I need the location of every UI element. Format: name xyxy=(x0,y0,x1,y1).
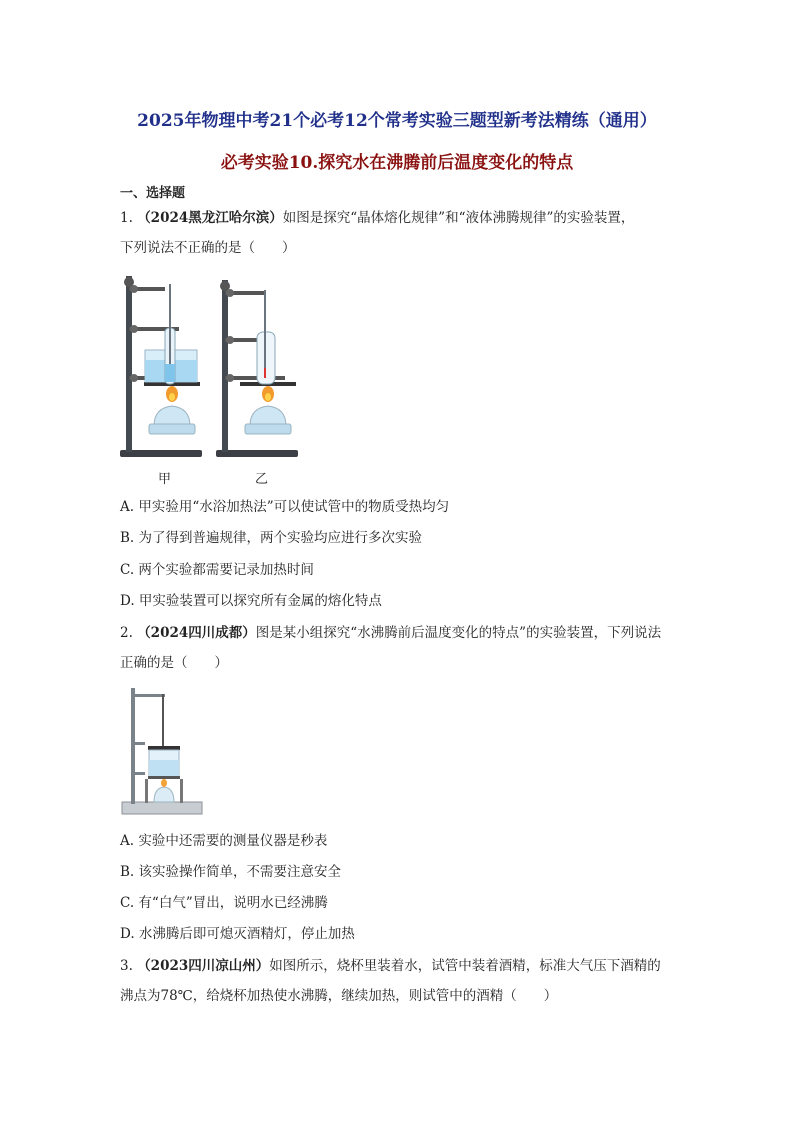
question-2-option-a: A. 实验中还需要的测量仪器是秒表 xyxy=(120,833,328,849)
question-1-figure xyxy=(118,268,308,464)
apparatus-yi xyxy=(216,280,298,457)
question-2-option-d: D. 水沸腾后即可熄灭酒精灯，停止加热 xyxy=(120,926,355,942)
question-2-source: （2024四川成都） xyxy=(137,625,256,641)
question-1-stem xyxy=(120,209,634,227)
question-2-option-c: C. 有“白气”冒出，说明水已经沸腾 xyxy=(120,895,328,911)
question-2-number: 2. xyxy=(120,625,133,641)
document-subtitle: 必考实验10.探究水在沸腾前后温度变化的特点 xyxy=(220,153,574,173)
question-1-stem-text: 如图是探究“晶体熔化规律”和“液体沸腾规律”的实验装置， xyxy=(282,210,635,226)
question-3-stem-line2: 沸点为78℃，给烧杯加热使水沸腾，继续加热，则试管中的酒精（ ） xyxy=(120,988,558,1004)
question-3-stem xyxy=(120,957,661,975)
figure-label-yi: 乙 xyxy=(255,472,269,487)
apparatus-jia xyxy=(120,276,202,457)
question-1-number: 1. xyxy=(120,210,133,226)
question-1-option-a: A. 甲实验用“水浴加热法”可以使试管中的物质受热均匀 xyxy=(120,499,450,515)
question-3-number: 3. xyxy=(120,958,133,974)
question-2-figure xyxy=(120,684,204,816)
question-2-option-b: B. 该实验操作简单，不需要注意安全 xyxy=(120,864,342,880)
question-3-source: （2023四川凉山州） xyxy=(137,958,270,974)
question-1-option-b: B. 为了得到普遍规律，两个实验均应进行多次实验 xyxy=(120,530,423,546)
document-title: 2025年物理中考21个必考12个常考实验三题型新考法精练（通用） xyxy=(137,111,657,131)
question-2-stem xyxy=(120,624,661,642)
question-1-stem-line2: 下列说法不正确的是（ ） xyxy=(120,240,296,256)
question-1-option-d: D. 甲实验装置可以探究所有金属的熔化特点 xyxy=(120,593,382,609)
question-1-option-c: C. 两个实验都需要记录加热时间 xyxy=(120,562,314,578)
question-2-stem-text: 图是某小组探究“水沸腾前后温度变化的特点”的实验装置，下列说法 xyxy=(255,625,662,641)
question-1-source: （2024黑龙江哈尔滨） xyxy=(137,210,283,226)
question-3-stem-text: 如图所示，烧杯里装着水，试管中装着酒精，标准大气压下酒精的 xyxy=(269,958,661,974)
figure-label-jia: 甲 xyxy=(158,472,172,487)
section-heading: 一、选择题 xyxy=(120,186,186,201)
question-2-stem-line2: 正确的是（ ） xyxy=(120,655,228,671)
